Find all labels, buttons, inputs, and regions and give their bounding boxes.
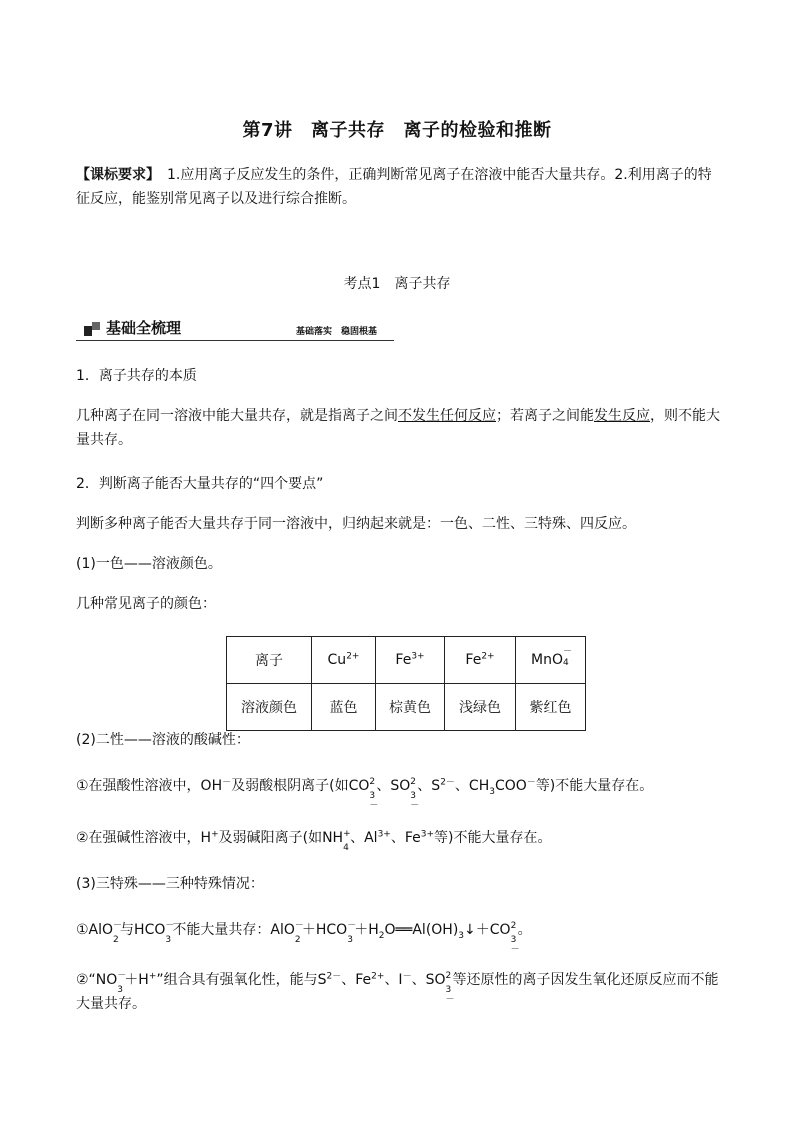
table-cell: 溶液颜色 [227,684,312,731]
acidic-paragraph: ①在强酸性溶液中，OH－及弱酸根阴离子(如CO 2－ 3 、SO 2－ 3 、$S^{2-}$、$CH_3COO^-$等)不能大量存在。 [76,777,654,811]
three-special-heading: (3)三特殊——三种特殊情况： [76,876,264,892]
requirement-paragraph [76,163,721,211]
page-title: 第7讲 离子共存 离子的检验和推断 [242,120,552,141]
section-title: 基础全梳理 [106,319,182,337]
underlined-answer: 不发生任何反应 [398,408,496,424]
table-row [227,637,586,684]
point1-heading: 1．离子共存的本质 [76,368,197,384]
requirement-text: 1.应用离子反应发生的条件，正确判断常见离子在溶液中能否大量共存。2.利用离子的特征反应，能鉴别常见离子以及进行综合推断。 [76,167,712,207]
table-row [227,684,586,731]
ion-color-table [226,636,586,731]
section-subtitle: 基础落实 稳固根基 [296,327,378,337]
kaodian-heading: 考点1 离子共存 [343,276,451,292]
section-squares-icon [84,322,100,336]
table-cell: 棕黄色 [376,684,445,731]
special1-paragraph: ①AlO － 2 与HCO － 3 不能大量共存：AlO － 2 ＋HCO － 3 $+H_2O══Al(OH)_3↓+CO$ 2－ 3 。 [76,921,532,955]
table-cell: $Fe^{2+}$ [445,637,516,684]
table-cell: $Cu^{2+}$ [312,637,376,684]
point1-paragraph [76,404,721,452]
color-intro: 几种常见离子的颜色： [76,596,216,612]
special2-paragraph: ②“NO － 3 ＋H+”组合具有强氧化性，能与$S^{2-}$、$Fe^{2+}$、I－、SO 2－ 3 等还原性的离子因发生氧化还原反应而不能大量共存。 [76,971,719,1012]
basic-paragraph: ②在强碱性溶液中，H+及弱碱阳离子(如NH + 4 、$Al^{3+}$、$Fe^{3+}$等)不能大量存在。 [76,829,552,853]
section-header [76,318,394,341]
table-cell: 离子 [227,637,312,684]
table-cell: 浅绿色 [445,684,516,731]
text-span: ；若离子之间能 [496,408,594,424]
table-cell: $Fe^{3+}$ [376,637,445,684]
two-nature-heading: (2)二性——溶液的酸碱性： [76,732,250,748]
text-span: ，则不能大量共存。 [76,408,720,448]
requirement-label: 【课标要求】 [76,167,153,183]
text-span: 几种离子在同一溶液中能大量共存，就是指离子之间 [76,408,398,424]
table-cell: MnO － 4 [516,637,586,684]
table-cell: 紫红色 [516,684,586,731]
table-cell: 蓝色 [312,684,376,731]
one-color-heading: (1)一色——溶液颜色。 [76,556,222,572]
point2-heading: 2．判断离子能否大量共存的“四个要点” [76,476,324,492]
underlined-answer: 发生反应 [594,408,650,424]
point2-paragraph: 判断多种离子能否大量共存于同一溶液中，归纳起来就是：一色、二性、三特殊、四反应。 [76,516,636,532]
